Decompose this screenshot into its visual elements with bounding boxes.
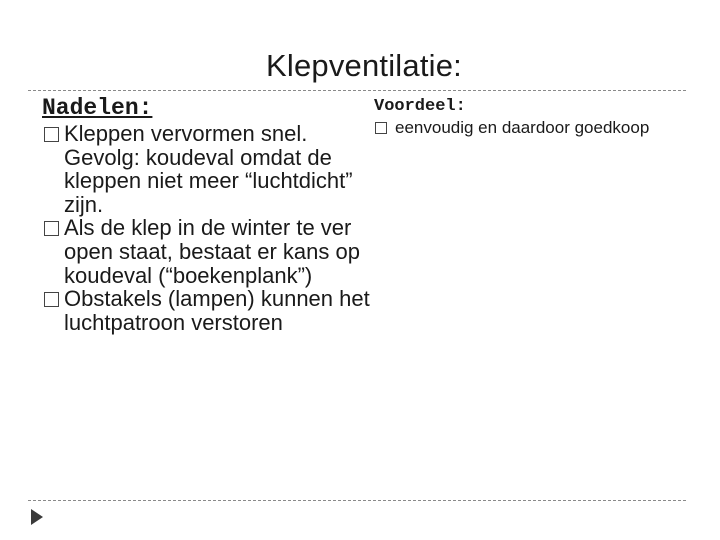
list-item-text: Als de klep in de winter te ver open staat, bestaat er kans op koudeval (“boekenplank”) <box>64 215 360 288</box>
list-item <box>42 287 372 334</box>
voordeel-column <box>372 96 672 137</box>
list-item-text: Kleppen vervormen snel. Gevolg: koudeval omdat de kleppen niet meer “luchtdicht” zijn. <box>64 121 353 217</box>
nadelen-list <box>42 122 372 334</box>
square-bullet-icon <box>44 221 59 236</box>
list-item-text: eenvoudig en daardoor goedkoop <box>395 118 650 137</box>
bottom-divider <box>28 500 686 501</box>
top-divider <box>28 90 686 91</box>
voordeel-list <box>372 118 672 137</box>
list-item <box>372 118 672 137</box>
nadelen-column <box>42 94 372 334</box>
play-arrow-icon[interactable] <box>31 509 43 525</box>
square-bullet-icon <box>44 127 59 142</box>
voordeel-heading: Voordeel: <box>374 97 466 116</box>
list-item-text: Obstakels (lampen) kunnen het luchtpatroon verstoren <box>64 286 370 335</box>
nadelen-heading: Nadelen: <box>42 95 153 121</box>
square-bullet-icon <box>375 122 387 134</box>
square-bullet-icon <box>44 292 59 307</box>
list-item <box>42 216 372 287</box>
slide-title: Klepventilatie: <box>265 48 462 83</box>
list-item <box>42 122 372 216</box>
